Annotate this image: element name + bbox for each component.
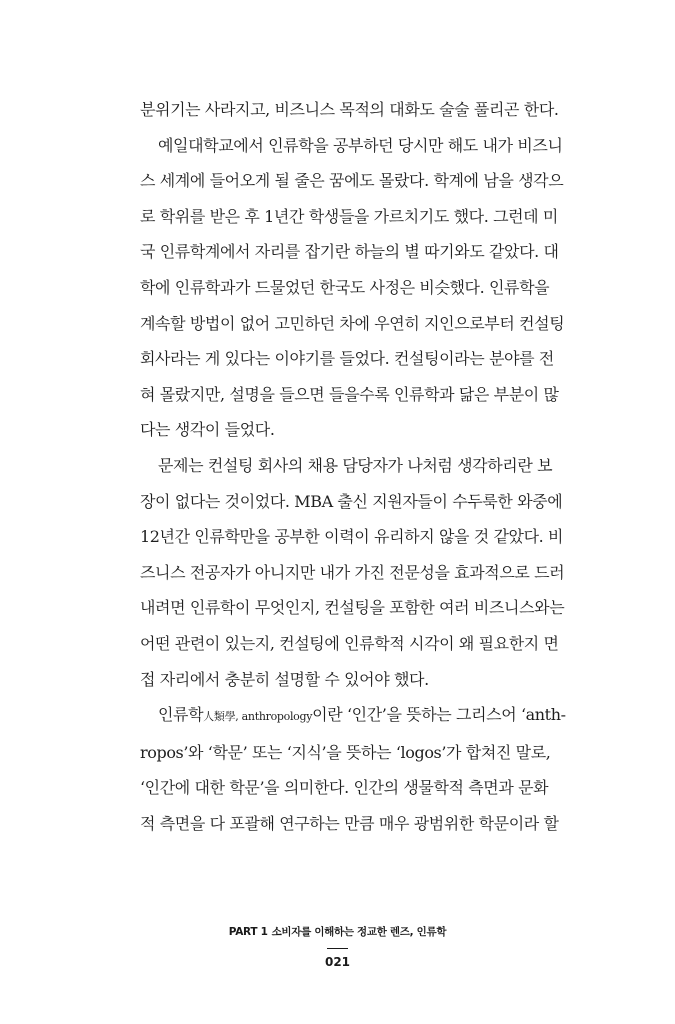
footer-divider [327,948,348,949]
paragraph-3: 문제는 컨설팅 회사의 채용 담당자가 나처럼 생각하리란 보 장이 없다는 것이었다. MBA 출신 지원자들이 수두룩한 와중에 12년간 인류학만을 공부한 이력이 유리하지 않을 것 같았다. 비 즈니스 전공자가 아니지만 내가 가진 전문성을 효과적으로 드러 내려면 인류학이 무엇인지, 컨설팅을 포함한 여러 비즈니스와는 어떤 관련이 있는지, 컨설팅에 인류학적 시각이 왜 필요한지 면 접 자리에서 충분히 설명할 수 있어야 했다. [140,455,565,689]
paragraph-4 [140,697,580,841]
running-footer [0,924,675,939]
chapter-title: 소비자를 이해하는 정교한 렌즈, 인류학 [271,926,447,938]
paragraph-4-start: 인류학 [158,705,204,725]
page-number: 021 [324,955,351,969]
paragraph-2: 예일대학교에서 인류학을 공부하던 당시만 해도 내가 비즈니 스 세계에 들어오게 될 줄은 꿈에도 몰랐다. 학계에 남을 생각으 로 학위를 받은 후 1년간 학생들을 가르치기도 했다. 그런데 미 국 인류학계에서 자리를 잡기란 하늘의 별 따기와도 같았다. 대 학에 인류학과가 드물었던 한국도 사정은 비슷했다. 인류학을 계속할 방법이 없어 고민하던 차에 우연히 지인으로부터 컨설팅 회사라는 게 있다는 이야기를 들었다. 컨설팅이라는 분야를 전 혀 몰랐지만, 설명을 들으면 들을수록 인류학과 닮은 부분이 많 다는 생각이 들었다. [140,135,565,440]
body-text [140,92,580,841]
part-label: PART 1 [228,926,268,938]
paragraph-1: 분위기는 사라지고, 비즈니스 목적의 대화도 술술 풀리곤 한다. [140,100,559,119]
hanja-annotation: 人類學, anthropology [203,710,313,724]
paragraph-4-rest: 이란 ‘인간’을 뜻하는 그리스어 ‘anth- ropos’와 ‘학문’ 또는 ‘지식’을 뜻하는 ‘logos’가 합쳐진 말로, ‘인간에 대한 학문’을 의미한다. 인간의 생물학적 측면과 문화 적 측면을 다 포괄해 연구하는 만큼 매우 광범위한 학문이라 할 [140,705,566,833]
